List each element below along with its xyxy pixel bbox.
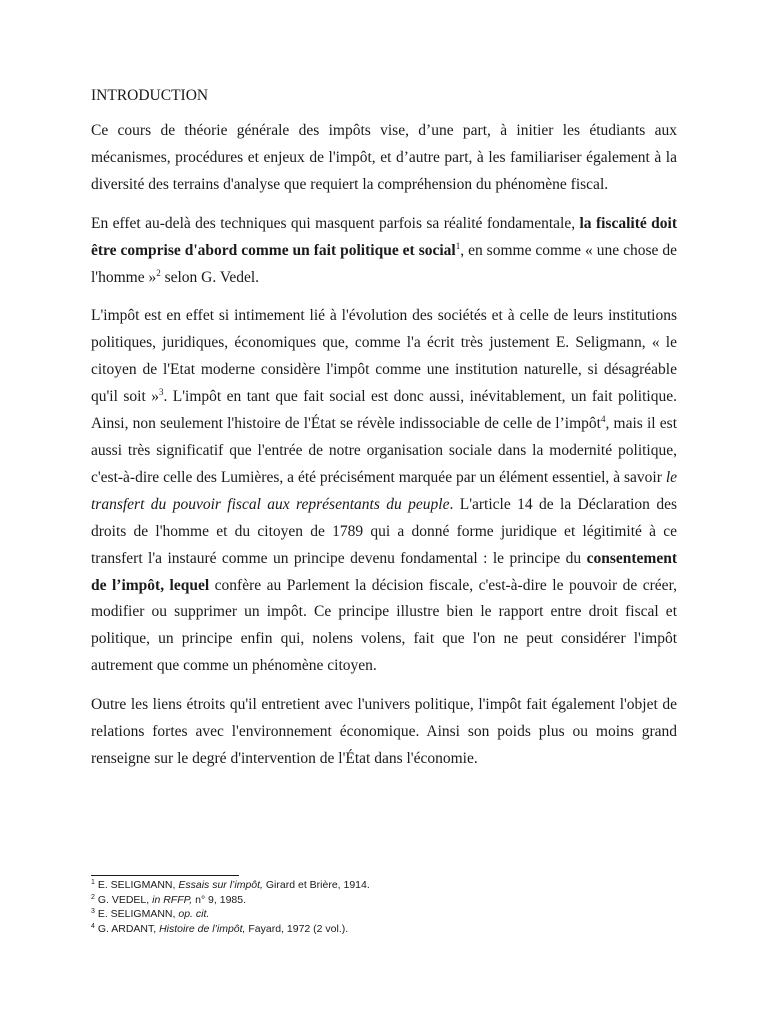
footnote-1 (91, 878, 677, 893)
footnote-2 (91, 893, 677, 908)
footnote-ref-4[interactable]: 4 (600, 414, 606, 425)
footnote-rest: Girard et Brière, 1914. (262, 879, 370, 891)
paragraph-2-bold: la fiscalité doit être comprise d'abord comme un fait politique et social (91, 214, 677, 259)
footnote-number: 1 (91, 879, 95, 886)
paragraph-2-text-a: En effet au-delà des techniques qui masquent parfois sa réalité fondamentale, (91, 214, 580, 232)
footnote-title: Essais sur l’impôt, (178, 879, 263, 891)
footnote-number: 2 (91, 893, 95, 901)
paragraph-3-text-b: . L'impôt en tant que fait social est donc aussi, inévitablement, un fait politique. Ainsi, non seulement l'histoire de l'État se révèle indissociable de celle de l’impôt (91, 388, 677, 433)
footnote-author: G. VEDEL, (97, 893, 153, 906)
footnote-separator (91, 875, 239, 876)
footnote-rest: n° 9, 1985. (192, 893, 247, 906)
footnote-author: E. SELIGMANN, (97, 908, 179, 921)
paragraph-3-text-d: . L'article 14 de la Déclaration des droits de l'homme et du citoyen de 1789 qui a donné forme juridique et légitimité à ce transfert l'a instauré comme un principe devenu fondamental : le principe du (91, 495, 677, 567)
footnote-ref-1[interactable]: 1 (455, 240, 461, 251)
footnote-3 (91, 907, 677, 922)
document-body (91, 84, 677, 785)
footnote-author: E. SELIGMANN, (97, 879, 179, 891)
footnote-rest: Fayard, 1972 (2 vol.). (245, 922, 349, 935)
footnote-title: Histoire de l’impôt, (159, 922, 246, 935)
footnote-ref-2[interactable]: 2 (156, 267, 161, 278)
footnotes (91, 878, 677, 936)
paragraph-3-text-c: , mais il est aussi très significatif que l'entrée de notre organisation sociale dans la modernité politique, c'est-à-dire celle des Lumières, a été précisément marquée par un élément essentiel, à savoir (91, 415, 677, 486)
paragraph-3-italic: le transfert du pouvoir fiscal aux représentants du peuple (91, 468, 677, 513)
paragraph-3-text-a: L'impôt est en effet si intimement lié à l'évolution des sociétés et à celle de leurs institutions politiques, juridiques, économiques que, comme l'a écrit très justement E. Seligmann, « le citoyen de l'Etat moderne considère l'impôt comme une institution naturelle, si désagréable qu'il soit » (91, 307, 677, 406)
section-heading: INTRODUCTION (91, 87, 209, 104)
paragraph-3 (91, 303, 677, 680)
footnote-ref-3[interactable]: 3 (158, 387, 164, 398)
paragraph-2-text-c: selon G. Vedel. (160, 268, 260, 286)
paragraph-2-text-b: , en somme comme « une chose de l'homme » (91, 241, 677, 286)
footnote-4 (91, 922, 677, 937)
paragraph-3-text-e: confère au Parlement la décision fiscale, c'est-à-dire le pouvoir de créer, modifier ou supprimer un impôt. Ce principe illustre bien le rapport entre droit fiscal et politique, un principe enfin qui, nolens volens, fait que l'on ne peut considérer l'impôt autrement que comme un phénomène citoyen. (91, 576, 677, 675)
footnote-title: in RFFP, (152, 893, 193, 906)
footnote-number: 4 (91, 922, 95, 930)
paragraph-2 (91, 211, 677, 292)
paragraph-4: Outre les liens étroits qu'il entretient avec l'univers politique, l'impôt fait également l'objet de relations fortes avec l'environnement économique. Ainsi son poids plus ou moins grand renseigne sur le degré d'intervention de l'État dans l'économie. (91, 696, 677, 767)
footnote-author: G. ARDANT, (97, 922, 160, 935)
paragraph-1: Ce cours de théorie générale des impôts vise, d’une part, à initier les étudiants aux mécanismes, procédures et enjeux de l'impôt, et d’autre part, à les familiariser également à la diversité des terrains d'analyse que requiert la compréhension du phénomène fiscal. (91, 122, 677, 193)
footnote-title: op. cit. (178, 908, 210, 921)
footnote-number: 3 (91, 908, 95, 916)
paragraph-3-bold: consentement de l’impôt, lequel (91, 549, 677, 594)
